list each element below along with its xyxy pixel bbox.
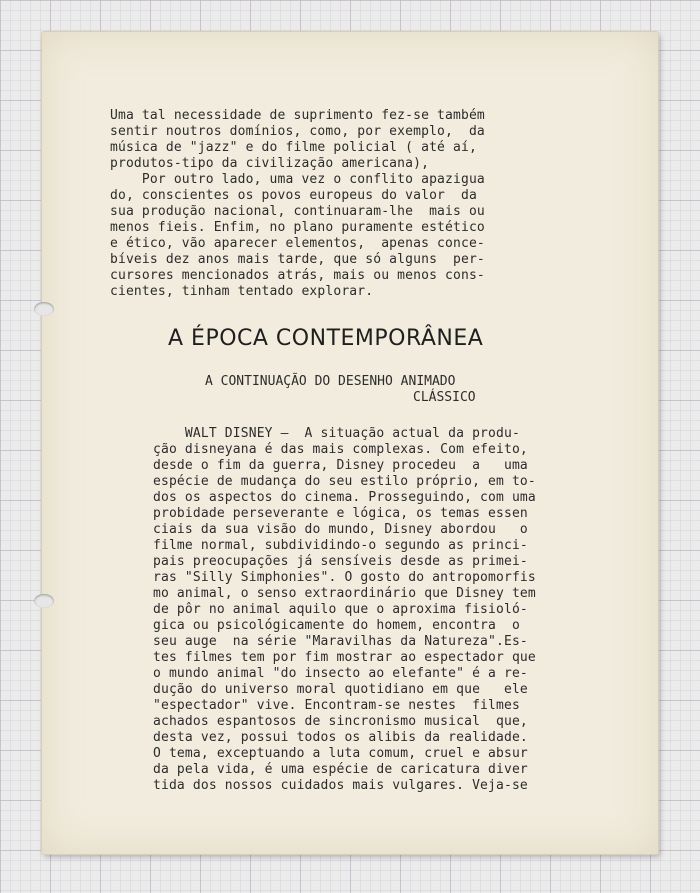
text-line: O tema, exceptuando a luta comum, cruel e absur (153, 746, 528, 761)
text-line: desta vez, possui todos os alibis da realidade. (153, 730, 528, 745)
text-line: pais preocupações já sensíveis desde as primei- (153, 554, 528, 569)
text-line: ciais da sua visão do mundo, Disney abordou o (153, 522, 528, 537)
text-line: espécie de mudança do seu estilo próprio, em to- (153, 474, 536, 489)
text-line: gica ou psicológicamente do homem, encontra o (153, 618, 520, 633)
text-line: ras "Silly Simphonies". O gosto do antropomorfis (153, 570, 536, 585)
text-line: o mundo animal "do insecto ao elefante" é a re- (153, 666, 528, 681)
paragraph-intro (110, 108, 570, 300)
subsection-title-line1: A CONTINUAÇÃO DO DESENHO ANIMADO (205, 374, 456, 389)
text-line: produtos-tipo da civilização americana), (110, 156, 430, 171)
text-line: WALT DISNEY — A situação actual da produ- (153, 426, 520, 441)
text-line: cursores mencionados atrás, mais ou menos cons- (110, 268, 485, 283)
text-line: música de "jazz" e do filme policial ( até aí, (110, 140, 477, 155)
text-line: "espectador" vive. Encontram-se nestes filmes (153, 698, 520, 713)
subsection-title-line2: CLÁSSICO (413, 390, 476, 405)
text-line: Por outro lado, uma vez o conflito apazigua (110, 172, 485, 187)
text-line: achados espantosos de sincronismo musical que, (153, 714, 528, 729)
text-line: probidade perseverante e lógica, os temas essen (153, 506, 528, 521)
text-line: Uma tal necessidade de suprimento fez-se também (110, 108, 485, 123)
text-line: filme normal, subdividindo-o segundo as princi- (153, 538, 528, 553)
text-line: ção disneyana é das mais complexas. Com efeito, (153, 442, 528, 457)
text-line: dução do universo moral quotidiano em que ele (153, 682, 528, 697)
punch-hole-upper (34, 302, 54, 316)
text-line: sua produção nacional, continuaram-lhe mais ou (110, 204, 485, 219)
text-line: bíveis dez anos mais tarde, que só alguns per- (110, 252, 485, 267)
section-title: A ÉPOCA CONTEMPORÂNEA (168, 326, 484, 351)
text-line: cientes, tinham tentado explorar. (110, 284, 374, 299)
text-line: tida dos nossos cuidados mais vulgares. Veja-se (153, 778, 528, 793)
paragraph-disney (153, 426, 613, 794)
text-line: dos os aspectos do cinema. Prosseguindo, com uma (153, 490, 536, 505)
text-line: do, conscientes os povos europeus do valor da (110, 188, 477, 203)
text-line: de pôr no animal aquilo que o aproxima fisioló- (153, 602, 528, 617)
text-line: da pela vida, é uma espécie de caricatura diver (153, 762, 528, 777)
text-line: tes filmes tem por fim mostrar ao espectador que (153, 650, 536, 665)
text-line: mo animal, o senso extraordinário que Disney tem (153, 586, 536, 601)
text-line: menos fieis. Enfim, no plano puramente estético (110, 220, 485, 235)
text-line: seu auge na série "Maravilhas da Natureza".Es- (153, 634, 528, 649)
text-line: desde o fim da guerra, Disney procedeu a uma (153, 458, 528, 473)
subsection-title (205, 374, 476, 406)
text-line: sentir noutros domínios, como, por exemplo, da (110, 124, 485, 139)
punch-hole-lower (34, 594, 54, 608)
text-line: e ético, vão aparecer elementos, apenas conce- (110, 236, 485, 251)
